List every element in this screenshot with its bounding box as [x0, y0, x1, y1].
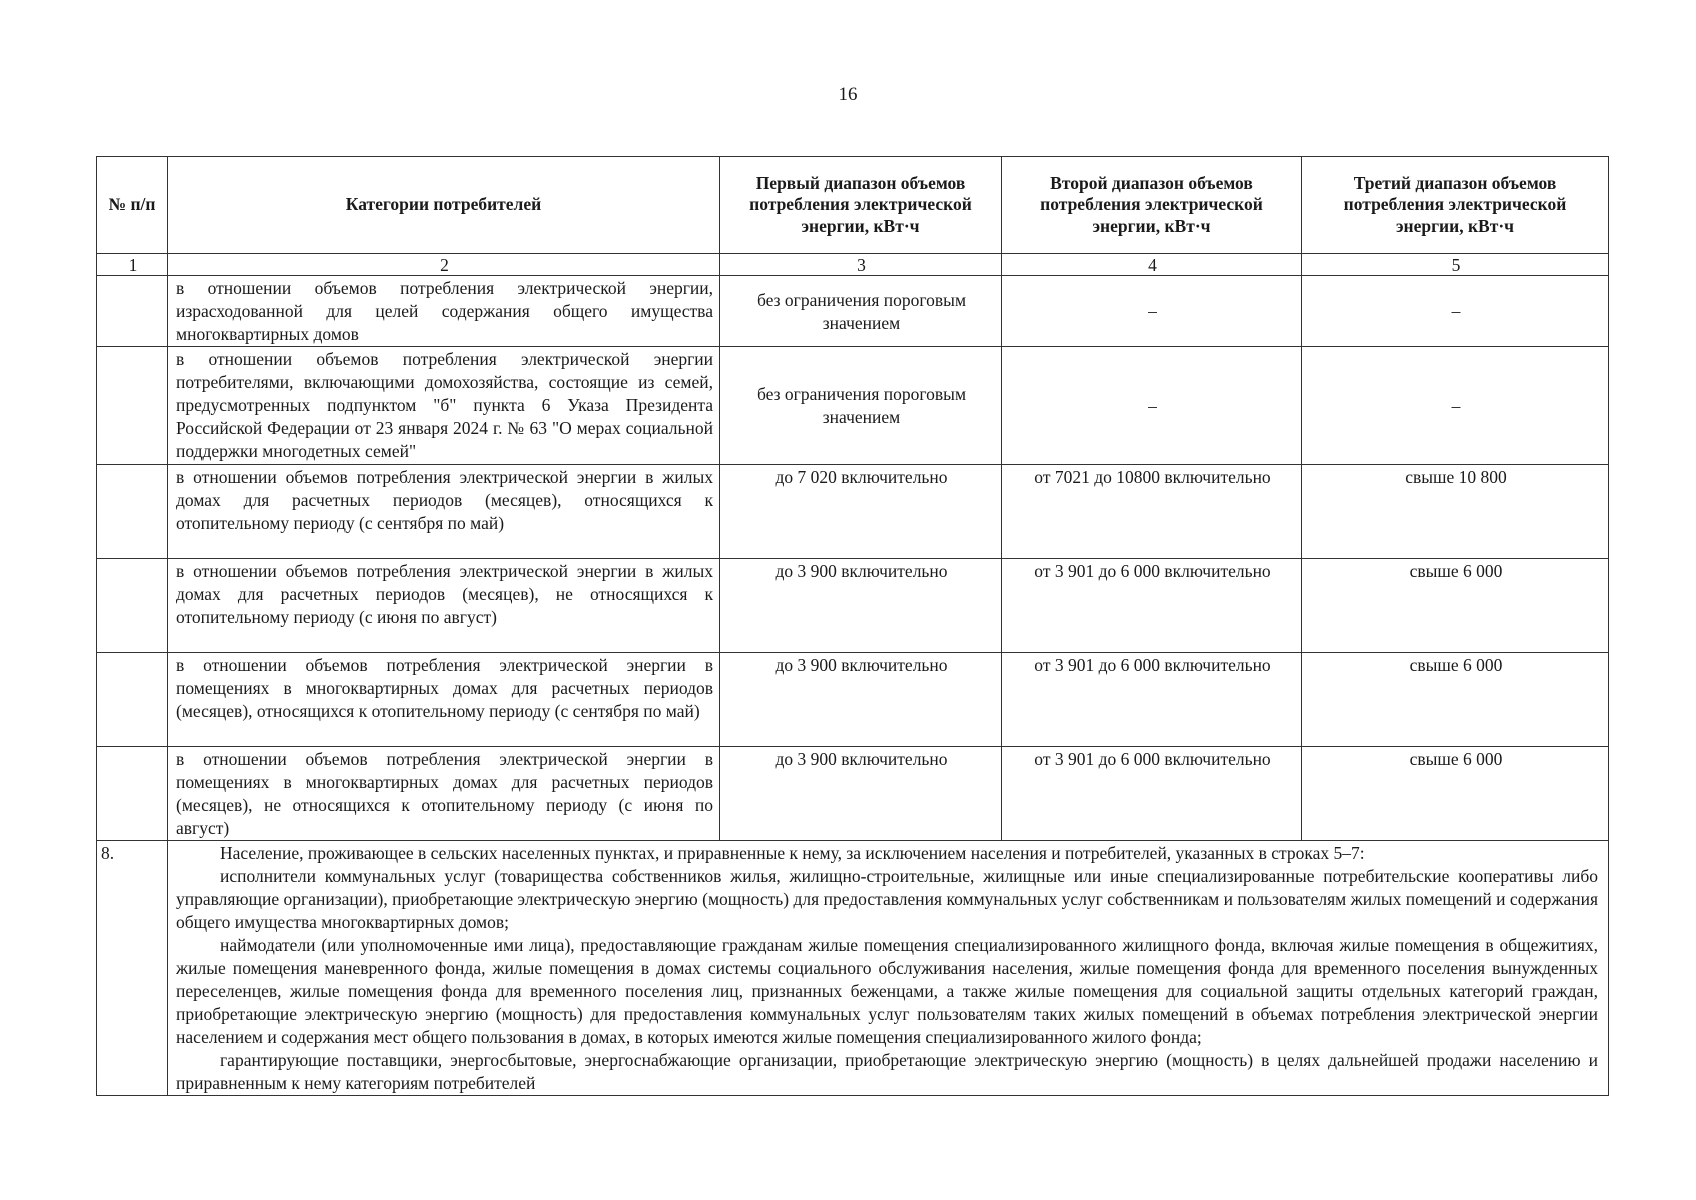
row-range-1: без ограничения пороговым значением: [720, 347, 1002, 465]
row-range-3: свыше 6 000: [1302, 747, 1609, 841]
table-row: [97, 465, 1609, 559]
table-row: [97, 347, 1609, 465]
table-row: [97, 276, 1609, 347]
column-number: 3: [720, 254, 1002, 276]
table-row: [97, 747, 1609, 841]
row-category: в отношении объемов потребления электрической энергии в жилых домах для расчетных периодов (месяцев), относящихся к отопительному периоду (с сентября по май): [168, 465, 720, 559]
table-header-row: [97, 157, 1609, 254]
row-range-2: от 7021 до 10800 включительно: [1002, 465, 1302, 559]
header-range-2: Второй диапазон объемов потребления электрической энергии, кВт·ч: [1002, 157, 1302, 254]
row-range-2: от 3 901 до 6 000 включительно: [1002, 747, 1302, 841]
table-row: [97, 653, 1609, 747]
table-row: [97, 559, 1609, 653]
column-numbers-row: [97, 254, 1609, 276]
row-number: [97, 465, 168, 559]
row-8-paragraph: Население, проживающее в сельских населенных пунктах, и приравненные к нему, за исключением населения и потребителей, указанных в строках 5–7:: [220, 843, 1365, 863]
row-range-2: от 3 901 до 6 000 включительно: [1002, 559, 1302, 653]
column-number: 1: [97, 254, 168, 276]
row-range-2: –: [1002, 347, 1302, 465]
row-8-paragraph: наймодатели (или уполномоченные ими лица), предоставляющие гражданам жилые помещения специализированного жилищного фонда, включая жилые помещения в общежитиях, жилые помещения маневренного фонда, жилые помещения в домах системы социального обслуживания населения, жилые помещения фонда для временного поселения вынужденных переселенцев, жилые помещения фонда для временного поселения лиц, признанных беженцами, а также жилые помещения для социальной защиты отдельных категорий граждан, приобретающие электрическую энергию (мощность) для предоставления коммунальных услуг пользователям таких жилых помещений в объемах потребления электрической энергии населением и содержания мест общего пользования в домах, в которых имеются жилые помещения специализированного жилого фонда;: [176, 935, 1598, 1047]
row-range-2: –: [1002, 276, 1302, 347]
row-range-3: свыше 6 000: [1302, 559, 1609, 653]
row-range-1: без ограничения пороговым значением: [720, 276, 1002, 347]
row-number: [97, 347, 168, 465]
row-8-description: [168, 841, 1609, 1096]
row-range-3: –: [1302, 347, 1609, 465]
row-range-1: до 3 900 включительно: [720, 559, 1002, 653]
row-range-3: свыше 10 800: [1302, 465, 1609, 559]
header-range-1: Первый диапазон объемов потребления электрической энергии, кВт·ч: [720, 157, 1002, 254]
tariff-ranges-table: [96, 156, 1609, 1096]
row-number: 8.: [97, 841, 168, 1096]
row-number: [97, 653, 168, 747]
row-range-1: до 3 900 включительно: [720, 747, 1002, 841]
row-8-paragraph: гарантирующие поставщики, энергосбытовые, энергоснабжающие организации, приобретающие электрическую энергию (мощность) в целях дальнейшей продажи населению и приравненным к нему категориям потребителей: [176, 1050, 1598, 1093]
row-category: в отношении объемов потребления электрической энергии в помещениях в многоквартирных домах для расчетных периодов (месяцев), не относящихся к отопительному периоду (с июня по август): [168, 747, 720, 841]
row-category: в отношении объемов потребления электрической энергии потребителями, включающими домохозяйства, состоящие из семей, предусмотренных подпунктом "б" пункта 6 Указа Президента Российской Федерации от 23 января 2024 г. № 63 "О мерах социальной поддержки многодетных семей": [168, 347, 720, 465]
table-row-8: [97, 841, 1609, 1096]
row-number: [97, 747, 168, 841]
header-category: Категории потребителей: [168, 157, 720, 254]
row-range-1: до 3 900 включительно: [720, 653, 1002, 747]
row-number: [97, 276, 168, 347]
row-category: в отношении объемов потребления электрической энергии, израсходованной для целей содержания общего имущества многоквартирных домов: [168, 276, 720, 347]
row-number: [97, 559, 168, 653]
header-range-3: Третий диапазон объемов потребления электрической энергии, кВт·ч: [1302, 157, 1609, 254]
row-category: в отношении объемов потребления электрической энергии в жилых домах для расчетных периодов (месяцев), не относящихся к отопительному периоду (с июня по август): [168, 559, 720, 653]
column-number: 5: [1302, 254, 1609, 276]
page-number: 16: [838, 84, 858, 105]
column-number: 4: [1002, 254, 1302, 276]
row-8-paragraph: исполнители коммунальных услуг (товарищества собственников жилья, жилищно-строительные, жилищные или иные специализированные потребительские кооперативы либо управляющие организации), приобретающие электрическую энергию (мощность) для предоставления коммунальных услуг собственникам и пользователям жилых помещений и содержания общего имущества многоквартирных домов;: [176, 866, 1598, 932]
row-range-1: до 7 020 включительно: [720, 465, 1002, 559]
column-number: 2: [168, 254, 720, 276]
header-number: № п/п: [97, 157, 168, 254]
row-range-2: от 3 901 до 6 000 включительно: [1002, 653, 1302, 747]
row-range-3: свыше 6 000: [1302, 653, 1609, 747]
row-range-3: –: [1302, 276, 1609, 347]
row-category: в отношении объемов потребления электрической энергии в помещениях в многоквартирных домах для расчетных периодов (месяцев), относящихся к отопительному периоду (с сентября по май): [168, 653, 720, 747]
